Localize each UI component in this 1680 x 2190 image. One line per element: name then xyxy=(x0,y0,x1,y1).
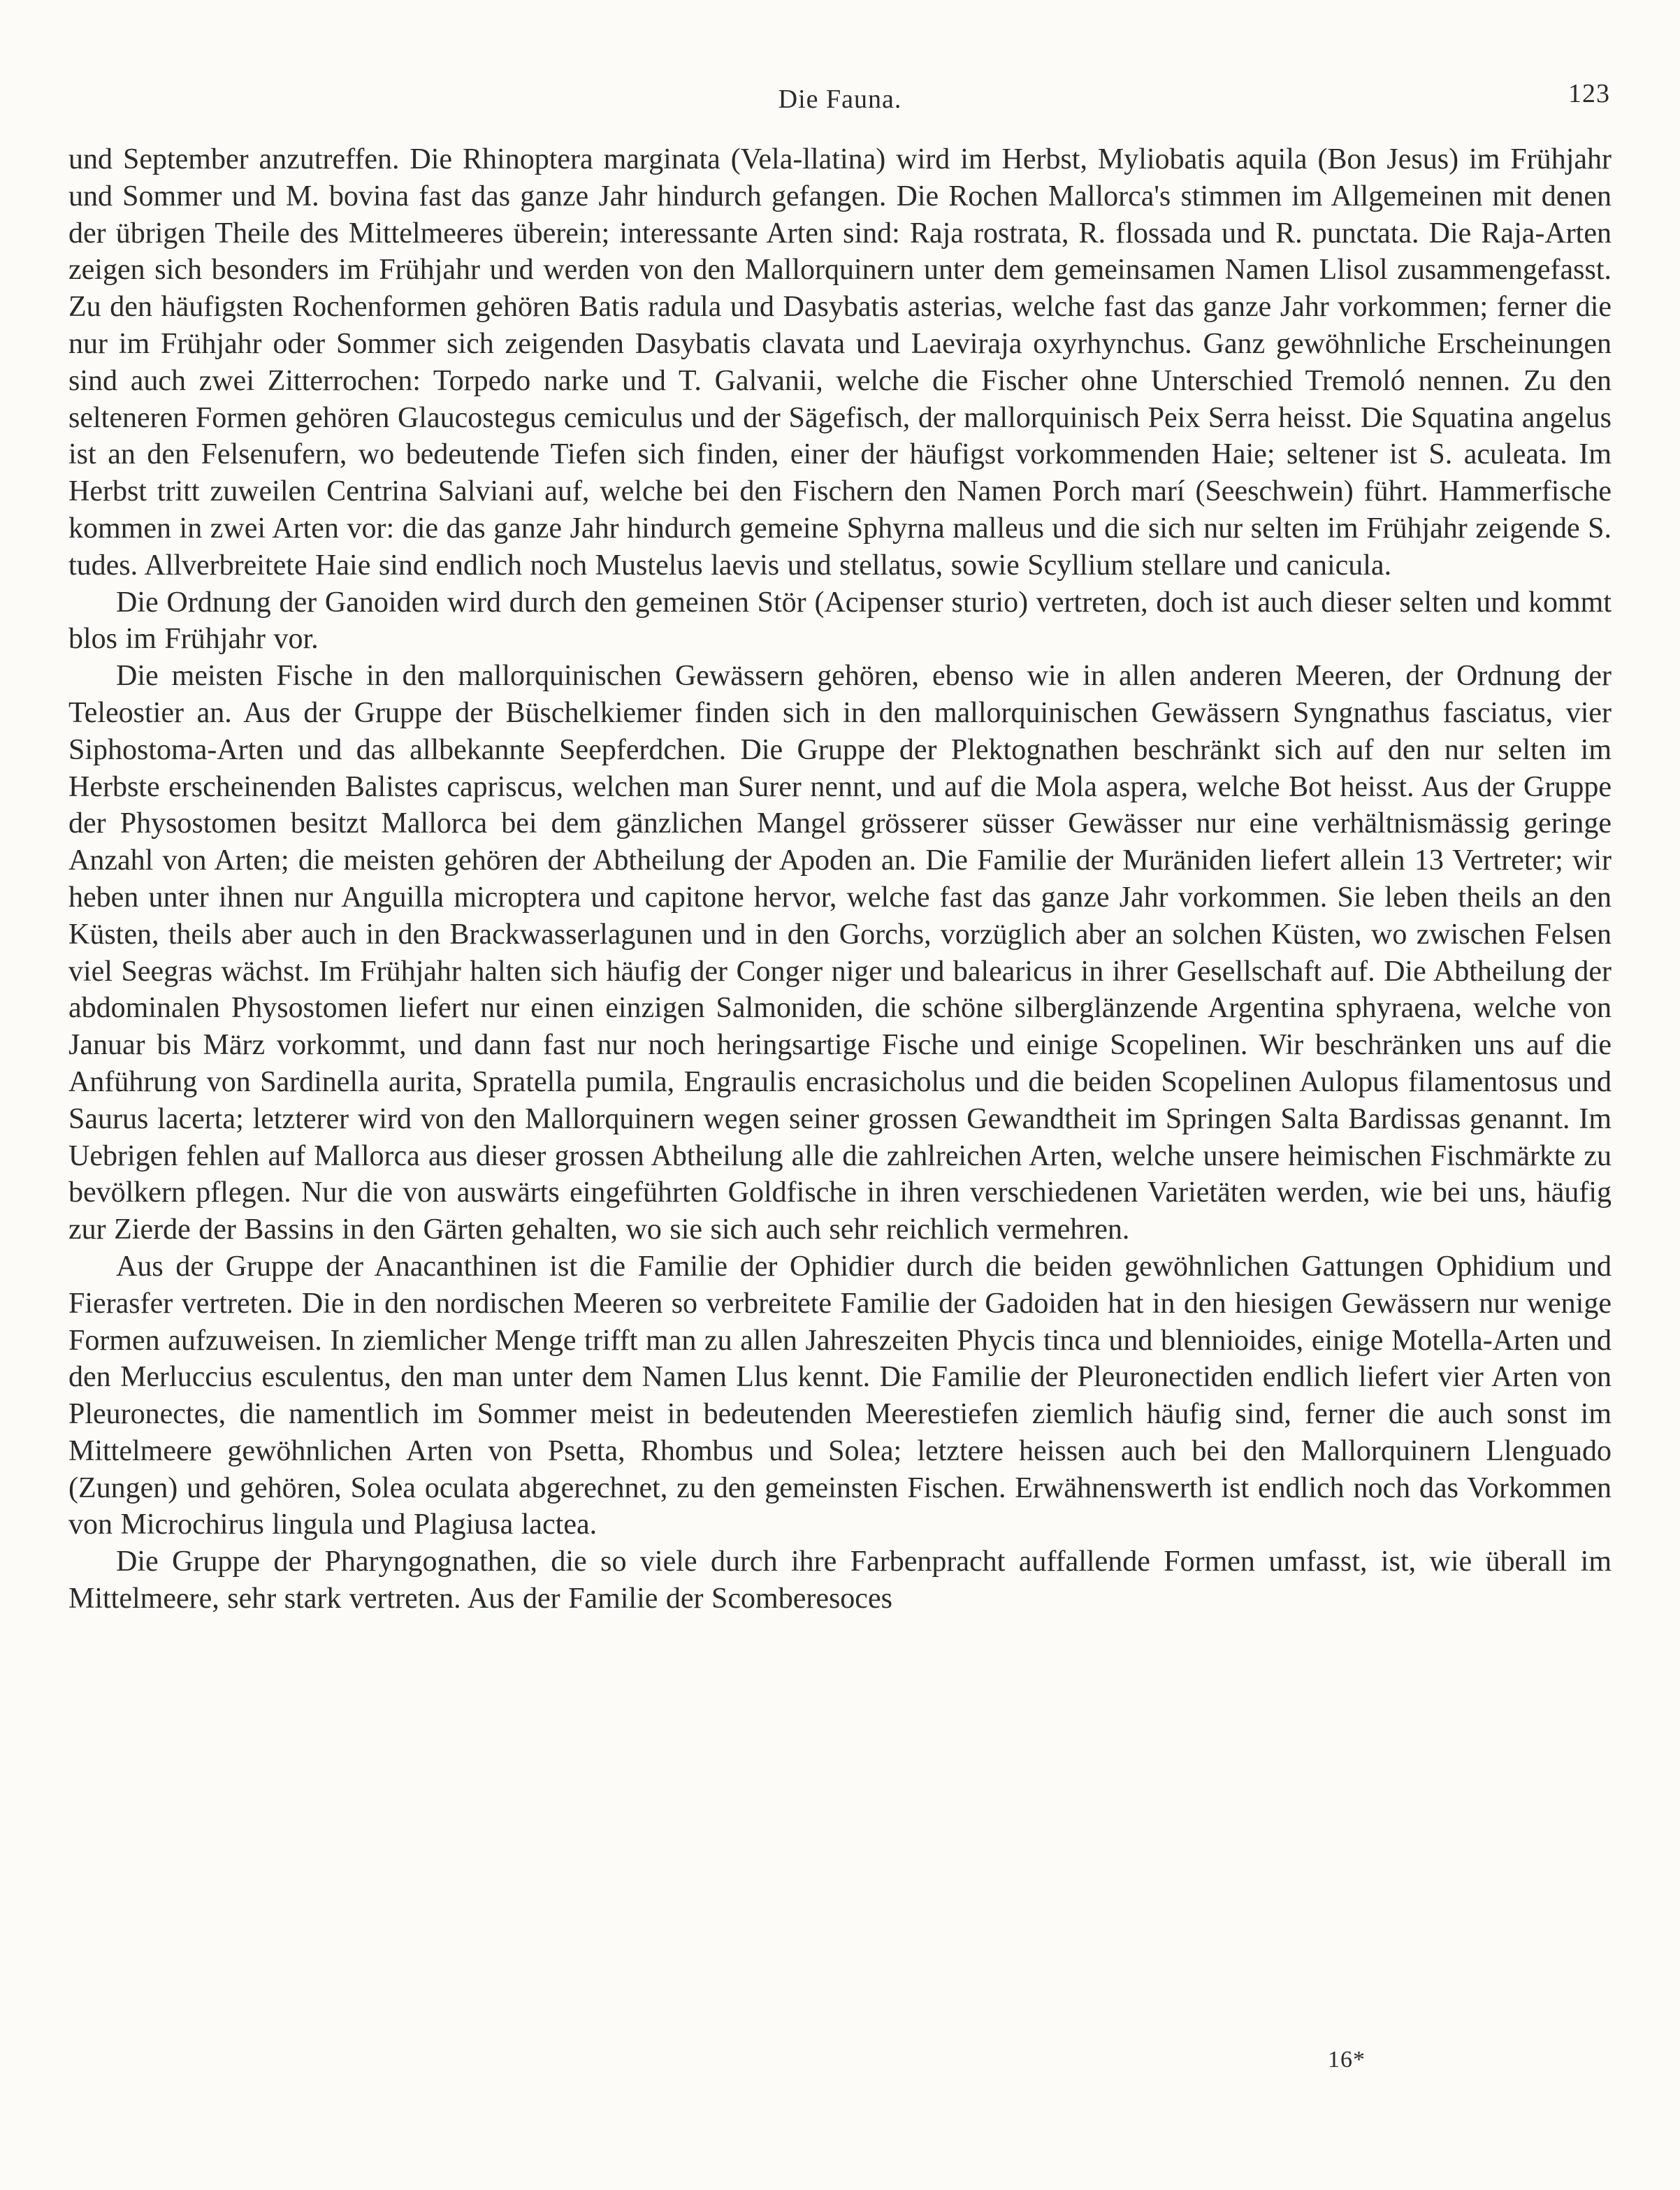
paragraph-rays-and-sharks: und September anzutreffen. Die Rhinoptera marginata (Vela-llatina) wird im Herbst, Myliobatis aquila (Bon Jesus) im Frühjahr und Sommer und M. bovina fast das ganze Jahr hindurch gefangen. Die Rochen Mallorca's stimmen im Allgemeinen mit denen der übrigen Theile des Mittelmeeres überein; interessante Arten sind: Raja rostrata, R. flossada und R. punctata. Die Raja-Arten zeigen sich besonders im Frühjahr und werden von den Mallorquinern unter dem gemeinsamen Namen Llisol zusammengefasst. Zu den häufigsten Rochenformen gehören Batis radula und Dasybatis asterias, welche fast das ganze Jahr vorkommen; ferner die nur im Frühjahr oder Sommer sich zeigenden Dasybatis clavata und Laeviraja oxyrhynchus. Ganz gewöhnliche Erscheinungen sind auch zwei Zitterrochen: Torpedo narke und T. Galvanii, welche die Fischer ohne Unterschied Tremoló nennen. Zu den selteneren Formen gehören Glaucostegus cemiculus und der Sägefisch, der mallorquinisch Peix Serra heisst. Die Squatina angelus ist an den Felsenufern, wo bedeutende Tiefen sich finden, einer der häufigst vorkommenden Haie; seltener ist S. aculeata. Im Herbst tritt zuweilen Centrina Salviani auf, welche bei den Fischern den Namen Porch marí (Seeschwein) führt. Hammerfische kommen in zwei Arten vor: die das ganze Jahr hindurch gemeine Sphyrna malleus und die sich nur selten im Frühjahr zeigende S. tudes. Allverbreitete Haie sind endlich noch Mustelus laevis und stellatus, sowie Scyllium stellare und canicula. xyxy=(68,143,1612,582)
running-title: Die Fauna. xyxy=(778,85,902,114)
paragraph-ganoids: Die Ordnung der Ganoiden wird durch den gemeinen Stör (Acipenser sturio) vertreten, doch ist auch dieser selten und kommt blos im Frühjahr vor. xyxy=(68,586,1612,656)
page-number: 123 xyxy=(1568,79,1610,108)
paragraph-anacanthines: Aus der Gruppe der Anacanthinen ist die Familie der Ophidier durch die beiden gewöhnlichen Gattungen Ophidium und Fierasfer vertreten. Die in den nordischen Meeren so verbreitete Familie der Gadoiden hat in den hiesigen Gewässern nur wenige Formen aufzuweisen. In ziemlicher Menge trifft man zu allen Jahreszeiten Phycis tinca und blennioides, einige Motella-Arten und den Merluccius esculentus, den man unter dem Namen Llus kennt. Die Familie der Pleuronectiden endlich liefert vier Arten von Pleuronectes, die namentlich im Sommer meist in bedeutenden Meerestiefen ziemlich häufig sind, ferner die auch sonst im Mittelmeere gewöhnlichen Arten von Psetta, Rhombus und Solea; letztere heissen auch bei den Mallorquinern Llenguado (Zungen) und gehören, Solea oculata abgerechnet, zu den gemeinsten Fischen. Erwähnenswerth ist endlich noch das Vorkommen von Microchirus lingula und Plagiusa lactea. xyxy=(68,1250,1612,1541)
paragraph-teleosts: Die meisten Fische in den mallorquinischen Gewässern gehören, ebenso wie in allen anderen Meeren, der Ordnung der Teleostier an. Aus der Gruppe der Büschelkiemer finden sich in den mallorquinischen Gewässern Syngnathus fasciatus, vier Siphostoma-Arten und das allbekannte Seepferdchen. Die Gruppe der Plektognathen beschränkt sich auf den nur selten im Herbste erscheinenden Balistes capriscus, welchen man Surer nennt, und auf die Mola aspera, welche Bot heisst. Aus der Gruppe der Physostomen besitzt Mallorca bei dem gänzlichen Mangel grösserer süsser Gewässer nur eine verhältnismässig geringe Anzahl von Arten; die meisten gehören der Abtheilung der Apoden an. Die Familie der Muräniden liefert allein 13 Vertreter; wir heben unter ihnen nur Anguilla microptera und capitone hervor, welche fast das ganze Jahr vorkommen. Sie leben theils an den Küsten, theils aber auch in den Brackwasserlagunen und in den Gorchs, vorzüglich aber an solchen Küsten, wo zwischen Felsen viel Seegras wächst. Im Frühjahr halten sich häufig der Conger niger und balearicus in ihrer Gesellschaft auf. Die Abtheilung der abdominalen Physostomen liefert nur einen einzigen Salmoniden, die schöne silberglänzende Argentina sphyraena, welche von Januar bis März vorkommt, und dann fast nur noch heringsartige Fische und einige Scopelinen. Wir beschränken uns auf die Anführung von Sardinella aurita, Spratella pumila, Engraulis encrasicholus und die beiden Scopelinen Aulopus filamentosus und Saurus lacerta; letzterer wird von den Mallorquinern wegen seiner grossen Gewandtheit im Springen Salta Bardissas genannt. Im Uebrigen fehlen auf Mallorca aus dieser grossen Abtheilung alle die zahlreichen Arten, welche unsere heimischen Fischmärkte zu bevölkern pflegen. Nur die von auswärts eingeführten Goldfische in ihren verschiedenen Varietäten werden, wie bei uns, häufig zur Zierde der Bassins in den Gärten gehalten, wo sie sich auch sehr reichlich vermehren. xyxy=(68,660,1612,1246)
body-text xyxy=(68,141,1612,1618)
paragraph-pharyngognaths: Die Gruppe der Pharyngognathen, die so viele durch ihre Farbenpracht auffallende Formen umfasst, ist, wie überall im Mittelmeere, sehr stark vertreten. Aus der Familie der Scomberesoces xyxy=(68,1546,1612,1615)
running-head xyxy=(0,78,1680,120)
signature-mark: 16* xyxy=(1328,2047,1366,2073)
